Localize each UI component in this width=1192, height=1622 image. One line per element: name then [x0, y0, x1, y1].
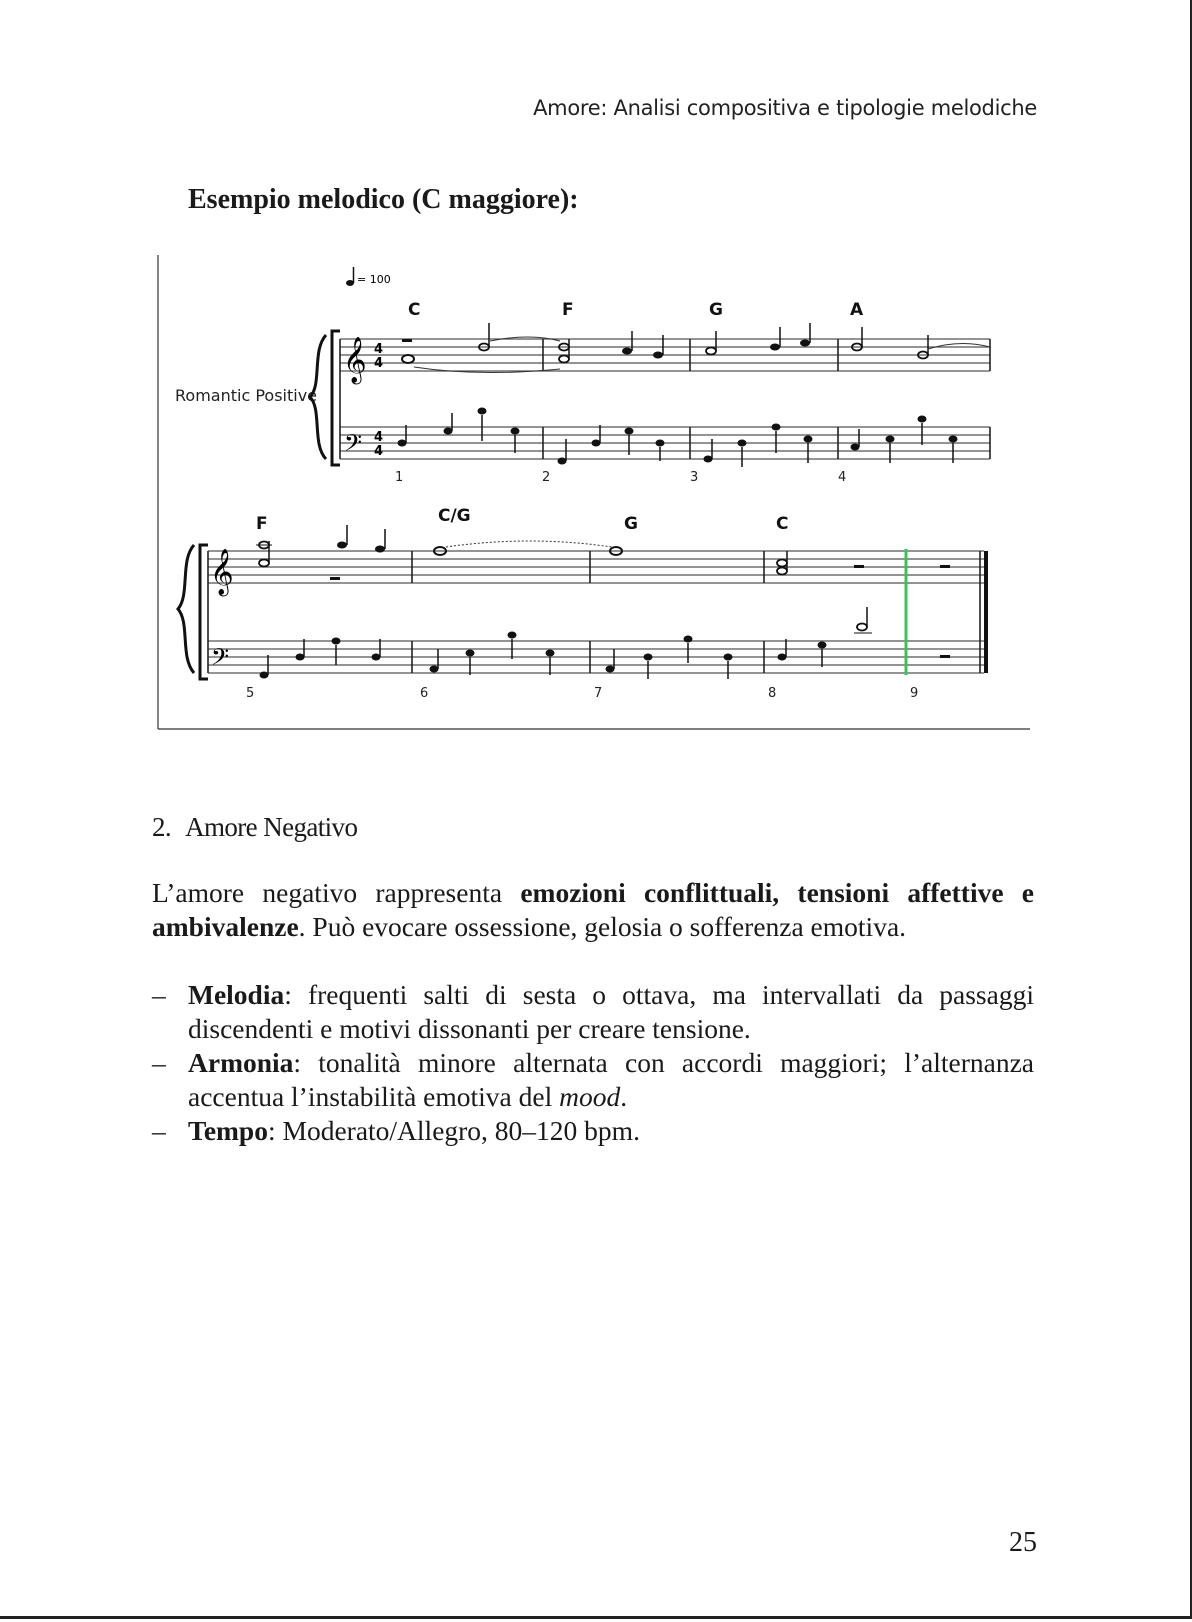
dash-marker: – [152, 979, 166, 1010]
list-term: Tempo [188, 1115, 268, 1146]
dash-marker: – [152, 1115, 166, 1146]
system-bracket [200, 545, 208, 679]
dash-marker: – [152, 1047, 166, 1078]
chord-symbol: C [408, 300, 421, 320]
bass-staff-1 [340, 427, 990, 459]
measure-number: 5 [246, 686, 255, 701]
system-brace [178, 545, 194, 673]
notes-treble-2 [256, 525, 950, 580]
chord-symbol: G [624, 514, 638, 534]
measure-number: 6 [420, 686, 429, 701]
section-number: 2. [152, 812, 172, 842]
list-item [152, 1114, 1034, 1148]
notes-treble-1 [402, 323, 990, 373]
chord-symbol: G [709, 300, 723, 320]
section-title: Amore Negativo [185, 812, 358, 842]
barlines-2 [208, 549, 986, 675]
example-title: Esempio melodico (C maggiore): [188, 184, 579, 215]
tempo-text: = 100 [357, 273, 391, 286]
treble-staff-2 [208, 551, 984, 583]
measure-number: 7 [594, 686, 603, 701]
instrument-name: Romantic Positive [175, 386, 317, 405]
chord-symbol: A [850, 300, 864, 320]
notes-bass-1 [398, 408, 958, 468]
feature-list [152, 978, 1034, 1148]
list-item [152, 1046, 1034, 1114]
system-bracket [332, 331, 340, 465]
svg-text:4: 4 [374, 444, 384, 459]
measure-number: 2 [542, 470, 551, 485]
measure-number: 3 [690, 470, 699, 485]
intro-text: L’amore negativo rappresenta [152, 877, 521, 908]
time-signature [374, 342, 383, 459]
intro-paragraph [152, 876, 1034, 944]
svg-text:4: 4 [374, 356, 384, 371]
music-score [150, 255, 1030, 735]
intro-text: . Può evocare ossessione, gelosia o sofferenza emotiva. [298, 911, 907, 942]
measure-number: 9 [910, 686, 919, 701]
treble-clef-icon: 𝄞 [210, 549, 234, 595]
list-item [152, 978, 1034, 1046]
intro-emphasis: emozioni conflittuali, tensioni affettive e ambivalenze [152, 877, 1034, 942]
bass-clef-icon: 𝄢 [211, 643, 230, 676]
bass-clef-icon: 𝄢 [344, 429, 363, 462]
measure-number: 1 [395, 470, 404, 485]
score-svg [150, 255, 1030, 735]
measure-number: 4 [838, 470, 847, 485]
list-text: . [620, 1081, 628, 1112]
chord-symbol: C/G [438, 506, 471, 526]
measure-number: 8 [768, 686, 777, 701]
chord-symbol: C [776, 514, 789, 534]
list-italic: mood [559, 1081, 621, 1112]
bass-staff-2 [208, 641, 984, 673]
treble-clef-icon: 𝄞 [343, 337, 367, 383]
chord-symbol: F [562, 300, 574, 320]
list-text: : Moderato/Allegro, 80–120 bpm. [267, 1115, 640, 1146]
list-text: : frequenti salti di sesta o ottava, ma intervallati da passaggi discendenti e motivi dissonanti per creare tensione. [188, 979, 1034, 1044]
page-number: 25 [1009, 1527, 1037, 1558]
running-header: Amore: Analisi compositiva e tipologie melodiche [533, 96, 1037, 120]
tempo-mark [346, 267, 391, 286]
svg-text:4: 4 [374, 342, 384, 357]
notes-bass-2 [260, 607, 951, 679]
section-heading [152, 812, 357, 843]
treble-staff-1 [340, 339, 990, 371]
svg-text:4: 4 [374, 430, 384, 445]
list-term: Armonia [188, 1047, 294, 1078]
list-term: Melodia [188, 979, 285, 1010]
chord-symbol: F [256, 514, 268, 534]
list-text: : tonalità minore alternata con accordi maggiori; l’alternanza accentua l’instabilità emotiva del [188, 1047, 1034, 1112]
